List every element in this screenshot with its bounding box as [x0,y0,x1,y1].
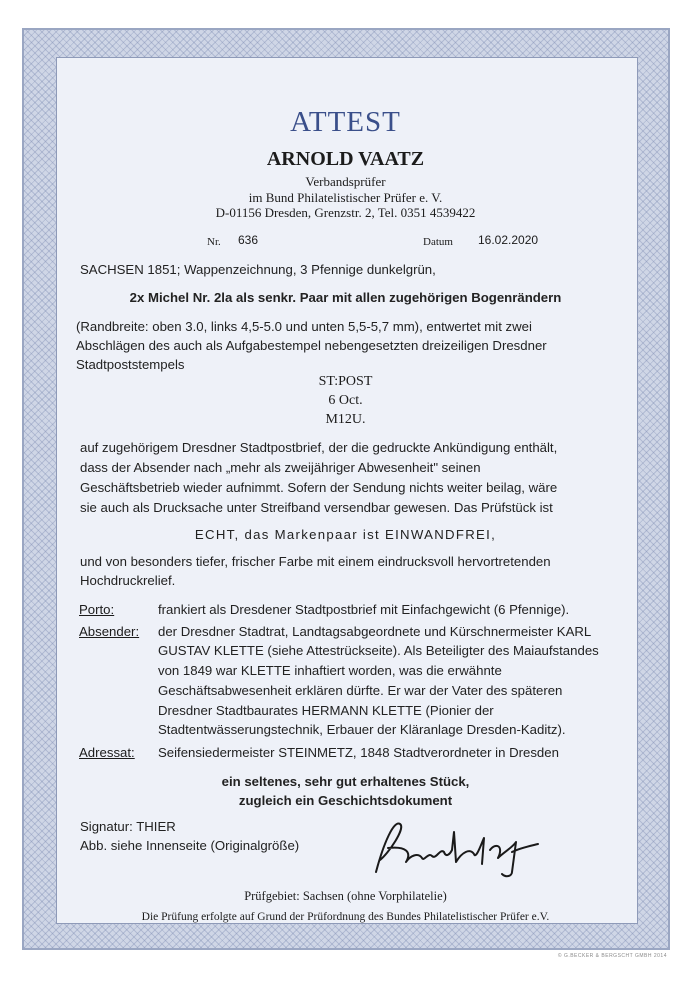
abb-text: Abb. siehe Innenseite (Originalgröße) [80,838,300,853]
adressat-label: Adressat: [79,745,135,760]
body-line-2: 2x Michel Nr. 2la als senkr. Paar mit allen zugehörigen Bogenrändern [129,290,562,305]
absender-line: Stadtentwässerungstechnik, Erbauer der Kläranlage Dresden-Kaditz). [158,722,566,737]
absender-line: Geschäftsabwesenheit erklären dürfte. Er war der Vater des späteren [158,683,563,698]
body-line-8: Geschäftsbetrieb wieder aufnimmt. Sofern der Sendung nichts weiter beilag, wäre [80,480,558,495]
postmark-line-2: 6 Oct. [328,393,363,408]
issuer-name: ARNOLD VAATZ [266,148,425,170]
summary-line-1: ein seltenes, sehr gut erhaltenes Stück, [221,774,470,789]
issuer-address: D-01156 Dresden, Grenzstr. 2, Tel. 0351 4539422 [215,205,476,220]
issuer-line-2: im Bund Philatelistischer Prüfer e. V. [248,190,443,205]
body-line-3: (Randbreite: oben 3.0, links 4,5-5.0 und unten 5,5-5,7 mm), entwertet mit zwei [76,319,532,334]
certificate-title: ATTEST [290,106,401,138]
signatur-text: Signatur: THIER [80,819,176,834]
footer-text: Die Prüfung erfolgte auf Grund der Prüfordnung des Bundes Philatelistischer Prüfer e.V. [141,911,550,923]
body-line-6: auf zugehörigem Dresdner Stadtpostbrief, der die gedruckte Ankündigung enthält, [80,440,558,455]
body-line-9: sie auch als Drucksache unter Streifband versendbar gewesen. Das Prüfstück ist [80,500,553,515]
body-line-10: und von besonders tiefer, frischer Farbe mit einem eindrucksvoll hervortretenden [80,554,551,569]
body-line-1: SACHSEN 1851; Wappenzeichnung, 3 Pfennige dunkelgrün, [80,262,436,277]
adressat-text: Seifensiedermeister STEINMETZ, 1848 Stadtverordneter in Dresden [158,745,559,760]
body-line-11: Hochdruckrelief. [80,573,176,588]
postmark-line-1: ST:POST [318,374,373,389]
postmark-line-3: M12U. [325,412,366,427]
issuer-line-1: Verbandsprüfer [305,174,386,189]
number-label: Nr. [207,236,221,248]
date-label: Datum [423,236,453,248]
verdict: ECHT, das Markenpaar ist EINWANDFREI, [194,527,497,542]
date-value: 16.02.2020 [478,233,539,247]
body-line-4: Abschlägen des auch als Aufgabestempel nebengesetzten dreizeiligen Dresdner [76,338,547,353]
absender-line: der Dresdner Stadtrat, Landtagsabgeordnete und Kürschnermeister KARL [158,624,592,639]
porto-text: frankiert als Dresdener Stadtpostbrief mit Einfachgewicht (6 Pfennige). [158,602,570,617]
absender-label: Absender: [79,624,140,639]
porto-label: Porto: [79,602,115,617]
pruefgebiet-text: Prüfgebiet: Sachsen (ohne Vorphilatelie) [244,889,447,903]
number-value: 636 [238,233,259,247]
absender-line: von 1849 war KLETTE inhaftiert worden, was die erwähnte [158,663,502,678]
body-line-5: Stadtpoststempels [76,357,185,372]
copyright-note: © G.BECKER & BERGSCHT GMBH 2014 [557,953,667,959]
body-line-7: dass der Absender nach „mehr als zweijähriger Abwesenheit" seinen [80,460,481,475]
absender-line: GUSTAV KLETTE (siehe Attestrückseite). Als Beteiligter des Maiaufstandes [158,643,599,658]
absender-line: Dresdner Stadtbaurates HERMANN KLETTE (Pionier der [158,703,494,718]
summary-line-2: zugleich ein Geschichtsdokument [238,793,453,808]
signature-image [366,812,546,882]
